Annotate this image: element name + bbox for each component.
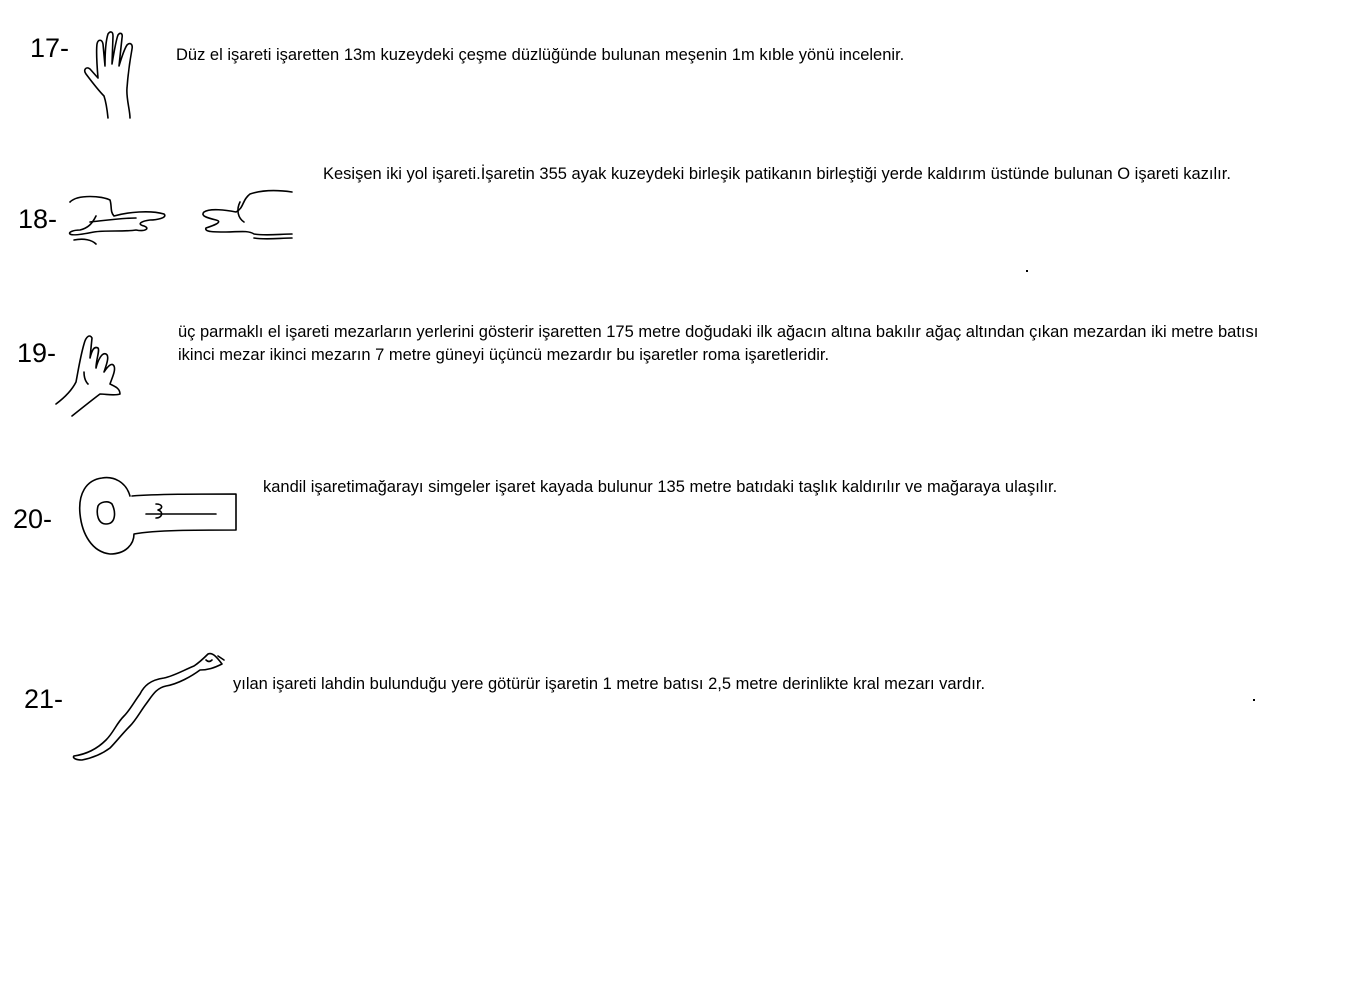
entry-18-text: Kesişen iki yol işareti.İşaretin 355 ayak kuzeydeki birleşik patikanın birleştiği yerde kaldırım üstünde bulunan O işareti kazılır. (323, 165, 1231, 183)
crossing-roads-icon (66, 188, 298, 250)
flat-hand-icon (80, 30, 150, 122)
stray-dot (1253, 699, 1255, 701)
entry-19-number: 19- (17, 338, 57, 368)
stray-dot (1026, 270, 1028, 272)
entry-19-text: üç parmaklı el işareti mezarların yerlerini gösterir işaretten 175 metre doğudaki ilk ağacın altına bakılır ağaç altından çıkan mezardan iki metre batısı ikinci mezar ikinci mezarın 7 metre güneyi üçüncü mezardır bu işaretler roma işaretleridir. (178, 323, 1259, 364)
entry-17-text: Düz el işareti işaretten 13m kuzeydeki çeşme düzlüğünde bulunan meşenin 1m kıble yönü incelenir. (176, 46, 905, 64)
entry-21-number: 21- (24, 684, 64, 714)
entry-20-text: kandil işaretimağarayı simgeler işaret kayada bulunur 135 metre batıdaki taşlık kaldırılır ve mağaraya ulaşılır. (263, 478, 1058, 496)
entry-17-number: 17- (30, 33, 70, 63)
entry-18-number: 18- (18, 204, 58, 234)
entry-21-text: yılan işareti lahdin bulunduğu yere götürür işaretin 1 metre batısı 2,5 metre derinlikte kral mezarı vardır. (233, 675, 986, 693)
oil-lamp-icon (76, 472, 242, 558)
entry-20-number: 20- (13, 504, 53, 534)
snake-icon (68, 644, 230, 766)
three-finger-hand-icon (54, 332, 126, 422)
